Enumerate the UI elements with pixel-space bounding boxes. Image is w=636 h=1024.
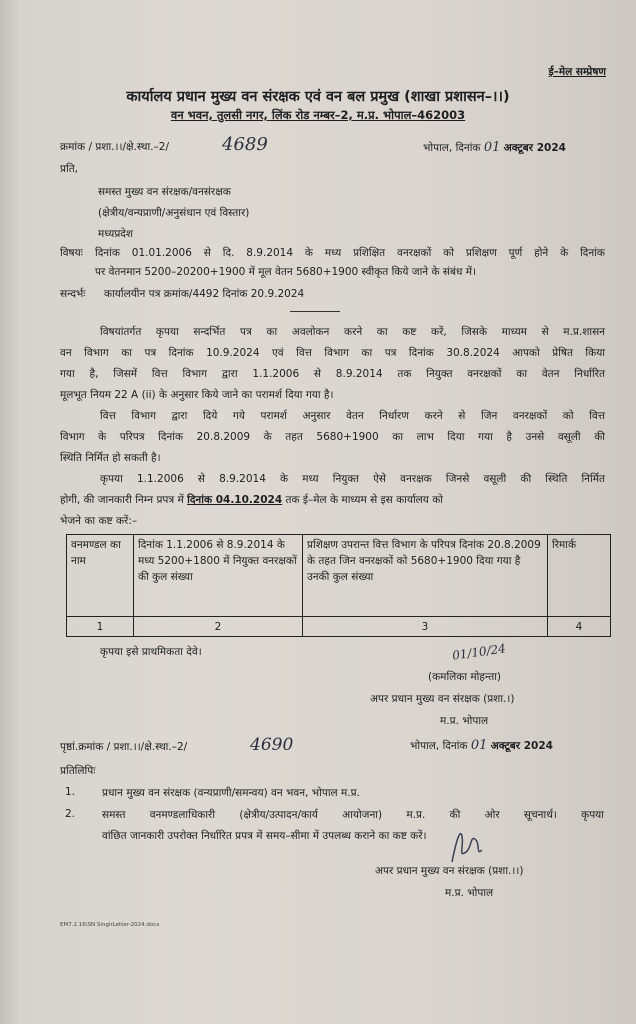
table-header-cell: दिनांक 1.1.2006 से 8.9.2014 के मध्य 5200+1800 में नियुक्त वनरक्षकों की कुल संख्या	[134, 535, 303, 617]
endorsement-date-day-handwritten: 01	[470, 738, 488, 753]
table-number-cell: 2	[134, 617, 303, 637]
para2-line3: स्थिति निर्मित हो सकती है।	[60, 452, 161, 464]
copy-to-label: प्रतिलिपिः	[60, 765, 96, 777]
para1-line3: गया है, जिसमें वित्त विभाग द्वारा 1.1.2006 से 8.9.2014 तक नियुक्त वनरक्षकों का वेतन निर्धारित	[60, 368, 605, 380]
para3-line1: कृपया 1.1.2006 से 8.9.2014 के मध्य नियुक्त ऐसे वनरक्षक जिनसे वसूली की स्थिति निर्मित	[100, 473, 605, 485]
copy-item-1: प्रधान मुख्य वन संरक्षक (वन्यप्राणी/समन्वय) वन भवन, भोपाल म.प्र.	[102, 787, 360, 799]
subject-label: विषयः	[60, 247, 83, 259]
email-tag: ई–मेल सम्प्रेषण	[548, 66, 606, 78]
copy-item-2-line2: वांछित जानकारी उपरोक्त निर्धारित प्रपत्र में समय–सीमा में उपलब्ध कराने का कष्ट करें।	[102, 830, 427, 842]
signatory-place-2: म.प्र. भोपाल	[445, 887, 494, 899]
subject-line2: पर वेतनमान 5200–20200+1900 में मूल वेतन 5680+1900 स्वीकृत किये जाने के संबंध में।	[95, 266, 477, 278]
para1-line1: विषयांतर्गत कृपया सन्दर्भित पत्र का अवलोकन करने का कष्ट करें, जिसके माध्यम से म.प्र.शासन	[100, 326, 605, 338]
priority-note: कृपया इसे प्राथमिकता देवे।	[100, 646, 202, 658]
table-header-cell: रिमार्क	[548, 535, 611, 617]
endorsement-number-handwritten: 4690	[250, 735, 294, 755]
table-header-cell: प्रशिक्षण उपरान्त वित्त विभाग के परिपत्र दिनांक 20.8.2009 के तहत जिन वनरक्षकों को 5680+1900 दिया गया है उनकी कुल संख्या	[303, 535, 548, 617]
signatory-designation-2: अपर प्रधान मुख्य वन संरक्षक (प्रशा.।।)	[375, 865, 524, 877]
para2-line2: विभाग के परिपत्र दिनांक 20.8.2009 के तहत 5680+1900 का लाभ दिया गया है उनसे वसूली की	[60, 431, 605, 443]
copy-item-number: 1.	[65, 786, 76, 798]
ref-number-handwritten: 4689	[222, 134, 268, 155]
table-header-cell: वनमण्डल का नाम	[67, 535, 134, 617]
signatory-name: (कमलिका मोहन्ता)	[428, 671, 502, 683]
endorsement-date: भोपाल, दिनांक 01 अक्टूबर 2024	[410, 738, 553, 753]
reference-label: सन्दर्भः	[60, 288, 86, 300]
divider	[290, 311, 340, 312]
signature-scribble-2	[446, 822, 486, 870]
para1-line4: मूलभूत नियम 22 A (ii) के अनुसार किये जाने का परामर्श दिया गया है।	[60, 389, 334, 401]
ref-date: भोपाल, दिनांक 01 अक्टूबर 2024	[423, 140, 566, 155]
signatory-designation-1: अपर प्रधान मुख्य वन संरक्षक (प्रशा.।)	[370, 693, 515, 705]
to-prefix: प्रति,	[60, 163, 79, 175]
to-line2: (क्षेत्रीय/वन्यप्राणी/अनुसंधान एवं विस्तार)	[98, 207, 250, 219]
table-number-cell: 1	[67, 617, 134, 637]
proforma-table	[66, 534, 611, 637]
para3-line2: होगी, की जानकारी निम्न प्रपत्र में दिनांक 04.10.2024 तक ई–मेल के माध्यम से इस कार्यालय को	[60, 494, 444, 506]
footer-file-path: EM7.2.16\SN SinglrLetter-2024.docx	[60, 922, 160, 928]
reference-text: कार्यालयीन पत्र क्रमांक/4492 दिनांक 20.9.2024	[104, 288, 305, 300]
para3-line3: भेजने का कष्ट करें:–	[60, 515, 138, 527]
deadline-date: दिनांक 04.10.2024	[187, 494, 283, 506]
para1-line2: वन विभाग का पत्र दिनांक 10.9.2024 एवं वित्त विभाग का पत्र दिनांक 30.8.2024 आपको प्रेषित किया	[60, 347, 605, 359]
copy-item-number: 2.	[65, 808, 76, 820]
subject-line1: दिनांक 01.01.2006 से दि. 8.9.2014 के मध्य प्रशिक्षित वनरक्षकों को प्रशिक्षण पूर्ण होने के दिनांक	[95, 247, 605, 259]
para2-line1: वित्त विभाग द्वारा दिये गये परामर्श अनुसार वेतन निर्धारण करने से जिन वनरक्षकों को वित्त	[100, 410, 605, 422]
table-number-cell: 4	[548, 617, 611, 637]
to-line1: समस्त मुख्य वन संरक्षक/वनसंरक्षक	[98, 186, 231, 198]
endorsement-label: पृष्ठां.क्रमांक / प्रशा.।।/क्षे.स्था.–2/	[60, 741, 188, 753]
to-line3: मध्यप्रदेश	[98, 228, 134, 240]
table-number-cell: 3	[303, 617, 548, 637]
ref-date-day-handwritten: 01	[483, 140, 501, 155]
signatory-place-1: म.प्र. भोपाल	[440, 715, 489, 727]
signature-scribble-1: 01/10/24	[451, 641, 507, 663]
copy-item-2-line1: समस्त वनमण्डलाधिकारी (क्षेत्रीय/उत्पादन/कार्य आयोजना) म.प्र. की ओर सूचनार्थ। कृपया	[102, 809, 604, 821]
office-address: वन भवन, तुलसी नगर, लिंक रोड नम्बर–2, म.प्र. भोपाल–462003	[170, 108, 466, 122]
office-title: कार्यालय प्रधान मुख्य वन संरक्षक एवं वन बल प्रमुख (शाखा प्रशासन–।।)	[126, 89, 510, 105]
ref-label: क्रमांक / प्रशा.।।/क्षे.स्था.–2/	[60, 141, 169, 153]
